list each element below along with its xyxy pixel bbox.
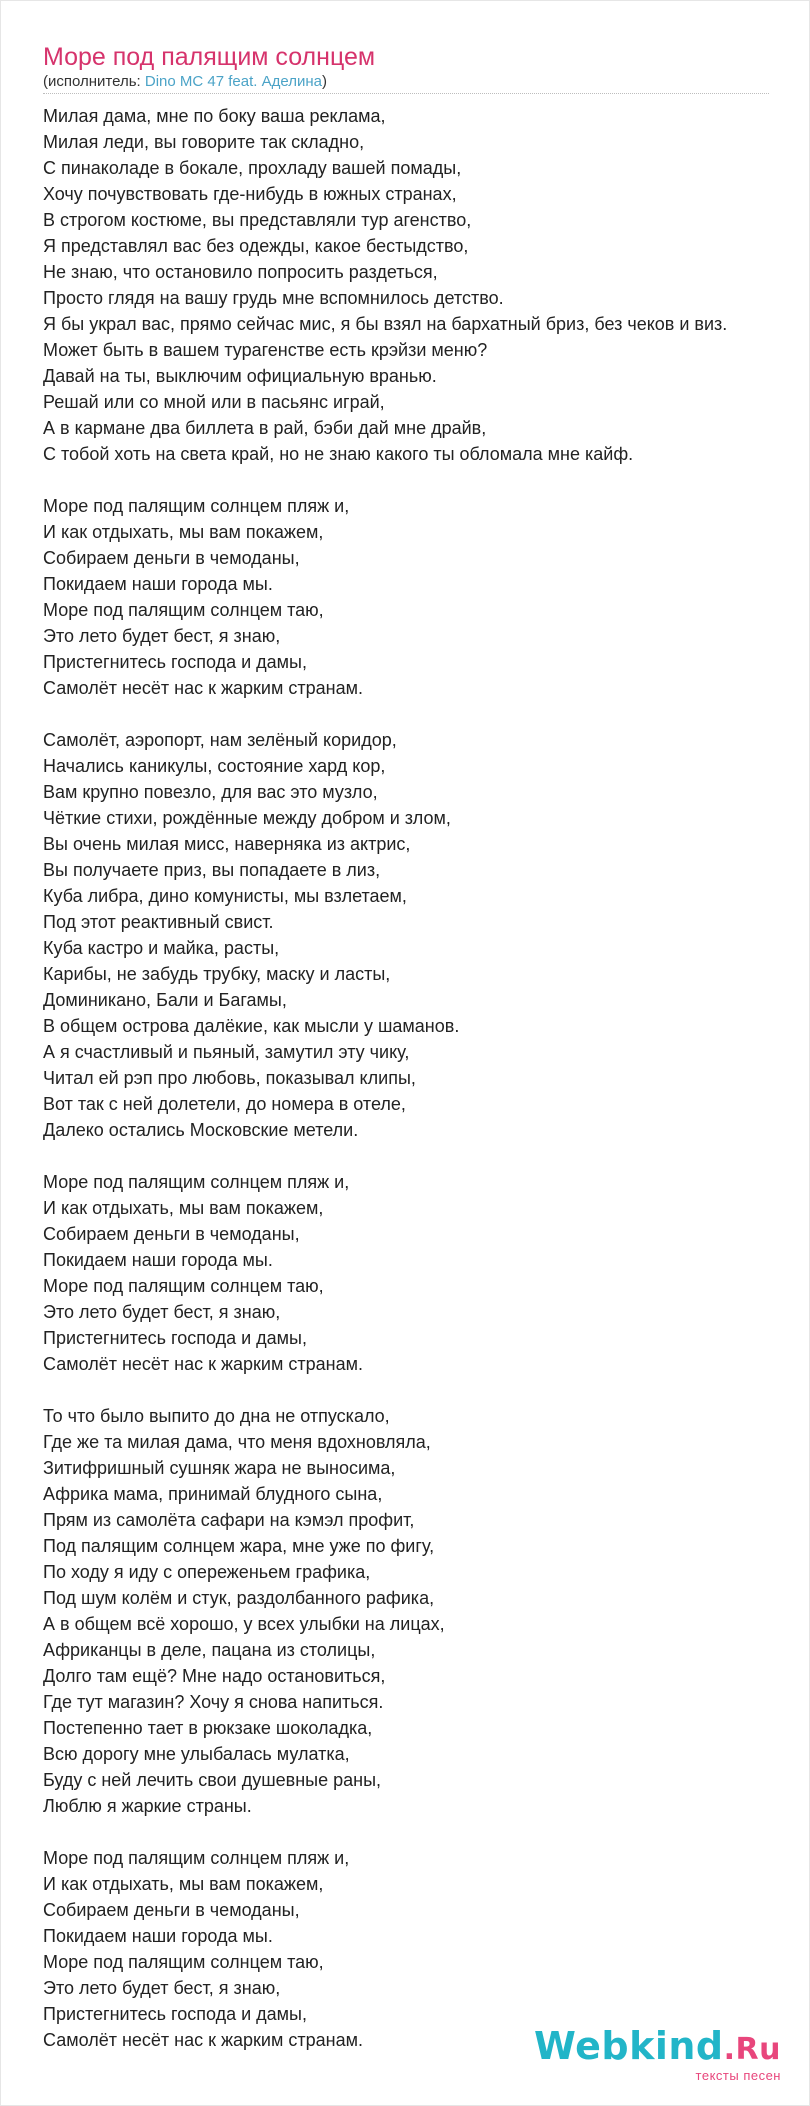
lyric-line: То что было выпито до дна не отпускало,	[43, 1406, 390, 1426]
lyric-line: Самолёт, аэропорт, нам зелёный коридор,	[43, 730, 397, 750]
lyric-line: Под этот реактивный свист.	[43, 912, 274, 932]
lyric-line: Море под палящим солнцем пляж и,	[43, 1848, 350, 1868]
lyric-line: В общем острова далёкие, как мысли у шаманов.	[43, 1016, 460, 1036]
lyric-line: А в кармане два биллета в рай, бэби дай мне драйв,	[43, 418, 487, 438]
site-logo[interactable]	[534, 2026, 781, 2083]
lyric-line: Милая леди, вы говорите так складно,	[43, 132, 365, 152]
lyric-line: Покидаем наши города мы.	[43, 1250, 273, 1270]
lyric-line: Давай на ты, выключим официальную вранью.	[43, 366, 437, 386]
lyric-line: Это лето будет бест, я знаю,	[43, 1978, 281, 1998]
lyrics-body	[43, 103, 809, 2079]
lyric-line: Море под палящим солнцем таю,	[43, 600, 324, 620]
lyrics-stanza	[43, 1403, 809, 1819]
lyric-line: Самолёт несёт нас к жарким странам.	[43, 1354, 363, 1374]
lyric-line: Может быть в вашем турагенстве есть крэйзи меню?	[43, 340, 488, 360]
lyric-line: Просто глядя на вашу грудь мне вспомнилось детство.	[43, 288, 504, 308]
lyric-line: Не знаю, что остановило попросить раздеться,	[43, 262, 438, 282]
lyric-line: Пристегнитесь господа и дамы,	[43, 652, 307, 672]
lyric-line: Я представлял вас без одежды, какое бестыдство,	[43, 236, 469, 256]
lyric-line: Решай или со мной или в пасьянс играй,	[43, 392, 385, 412]
title-divider	[43, 93, 769, 94]
lyric-line: В строгом костюме, вы представляли тур агенство,	[43, 210, 472, 230]
logo-wordmark	[534, 2026, 781, 2070]
lyric-line: Люблю я жаркие страны.	[43, 1796, 252, 1816]
lyric-line: С пинаколаде в бокале, прохладу вашей помады,	[43, 158, 462, 178]
lyrics-stanza	[43, 727, 809, 1143]
lyric-line: А в общем всё хорошо, у всех улыбки на лицах,	[43, 1614, 445, 1634]
song-title: Море под палящим солнцем	[43, 43, 376, 71]
artist-link[interactable]: Dino MC 47 feat. Аделина	[144, 73, 322, 90]
lyric-line: Карибы, не забудь трубку, маску и ласты,	[43, 964, 391, 984]
lyric-line: Под шум колём и стук, раздолбанного рафика,	[43, 1588, 435, 1608]
lyric-line: Море под палящим солнцем таю,	[43, 1952, 324, 1972]
lyric-line: Собираем деньги в чемоданы,	[43, 1224, 300, 1244]
lyric-line: Море под палящим солнцем пляж и,	[43, 1172, 350, 1192]
lyric-line: Вы очень милая мисс, наверняка из актрис,	[43, 834, 411, 854]
lyric-line: Собираем деньги в чемоданы,	[43, 548, 300, 568]
lyrics-stanza	[43, 1169, 809, 1377]
lyrics-stanza	[43, 103, 809, 467]
lyric-line: Далеко остались Московские метели.	[43, 1120, 359, 1140]
lyric-line: И как отдыхать, мы вам покажем,	[43, 1198, 324, 1218]
artist-prefix: (исполнитель:	[43, 73, 145, 90]
lyric-line: Самолёт несёт нас к жарким странам.	[43, 678, 363, 698]
logo-tld: .Ru	[723, 2032, 781, 2067]
lyric-line: Это лето будет бест, я знаю,	[43, 626, 281, 646]
logo-tagline: тексты песен	[695, 2068, 781, 2083]
lyric-line: По ходу я иду с опереженьем графика,	[43, 1562, 371, 1582]
lyrics-stanza	[43, 493, 809, 701]
lyric-line: Хочу почувствовать где-нибудь в южных странах,	[43, 184, 457, 204]
lyric-line: Это лето будет бест, я знаю,	[43, 1302, 281, 1322]
lyric-line: Где же та милая дама, что меня вдохновляла,	[43, 1432, 431, 1452]
lyric-line: Море под палящим солнцем пляж и,	[43, 496, 350, 516]
lyric-line: Милая дама, мне по боку ваша реклама,	[43, 106, 386, 126]
lyric-line: Чёткие стихи, рождённые между добром и злом,	[43, 808, 451, 828]
lyric-line: С тобой хоть на света край, но не знаю какого ты обломала мне кайф.	[43, 444, 634, 464]
lyric-line: Вы получаете приз, вы попадаете в лиз,	[43, 860, 381, 880]
lyric-line: Под палящим солнцем жара, мне уже по фигу,	[43, 1536, 435, 1556]
lyric-line: Читал ей рэп про любовь, показывал клипы,	[43, 1068, 416, 1088]
lyric-line: Вам крупно повезло, для вас это музло,	[43, 782, 378, 802]
lyric-line: Куба либра, дино комунисты, мы взлетаем,	[43, 886, 407, 906]
logo-brand: Webkind	[534, 2024, 724, 2068]
song-subtitle	[43, 73, 327, 90]
lyric-line: Покидаем наши города мы.	[43, 1926, 273, 1946]
lyric-line: Куба кастро и майка, расты,	[43, 938, 280, 958]
lyric-line: И как отдыхать, мы вам покажем,	[43, 1874, 324, 1894]
lyric-line: Вот так с ней долетели, до номера в отеле,	[43, 1094, 406, 1114]
lyric-line: Африканцы в деле, пацана из столицы,	[43, 1640, 376, 1660]
lyrics-stanza	[43, 1845, 809, 2053]
lyric-line: Всю дорогу мне улыбалась мулатка,	[43, 1744, 350, 1764]
lyric-line: Где тут магазин? Хочу я снова напиться.	[43, 1692, 384, 1712]
lyric-line: Покидаем наши города мы.	[43, 574, 273, 594]
lyric-line: Долго там ещё? Мне надо остановиться,	[43, 1666, 386, 1686]
lyric-line: Пристегнитесь господа и дамы,	[43, 1328, 307, 1348]
lyric-line: Постепенно тает в рюкзаке шоколадка,	[43, 1718, 373, 1738]
lyric-line: Самолёт несёт нас к жарким странам.	[43, 2030, 363, 2050]
lyric-line: Прям из самолёта сафари на кэмэл профит,	[43, 1510, 415, 1530]
lyric-line: Собираем деньги в чемоданы,	[43, 1900, 300, 1920]
lyric-line: И как отдыхать, мы вам покажем,	[43, 522, 324, 542]
lyric-line: Буду с ней лечить свои душевные раны,	[43, 1770, 382, 1790]
lyric-line: Пристегнитесь господа и дамы,	[43, 2004, 307, 2024]
lyric-line: А я счастливый и пьяный, замутил эту чику,	[43, 1042, 410, 1062]
lyric-line: Доминикано, Бали и Багамы,	[43, 990, 287, 1010]
lyric-line: Зитифришный сушняк жара не выносима,	[43, 1458, 396, 1478]
lyric-line: Море под палящим солнцем таю,	[43, 1276, 324, 1296]
artist-suffix: )	[321, 73, 327, 90]
lyric-line: Начались каникулы, состояние хард кор,	[43, 756, 386, 776]
lyric-line: Африка мама, принимай блудного сына,	[43, 1484, 383, 1504]
lyric-line: Я бы украл вас, прямо сейчас мис, я бы взял на бархатный бриз, без чеков и виз.	[43, 314, 728, 334]
